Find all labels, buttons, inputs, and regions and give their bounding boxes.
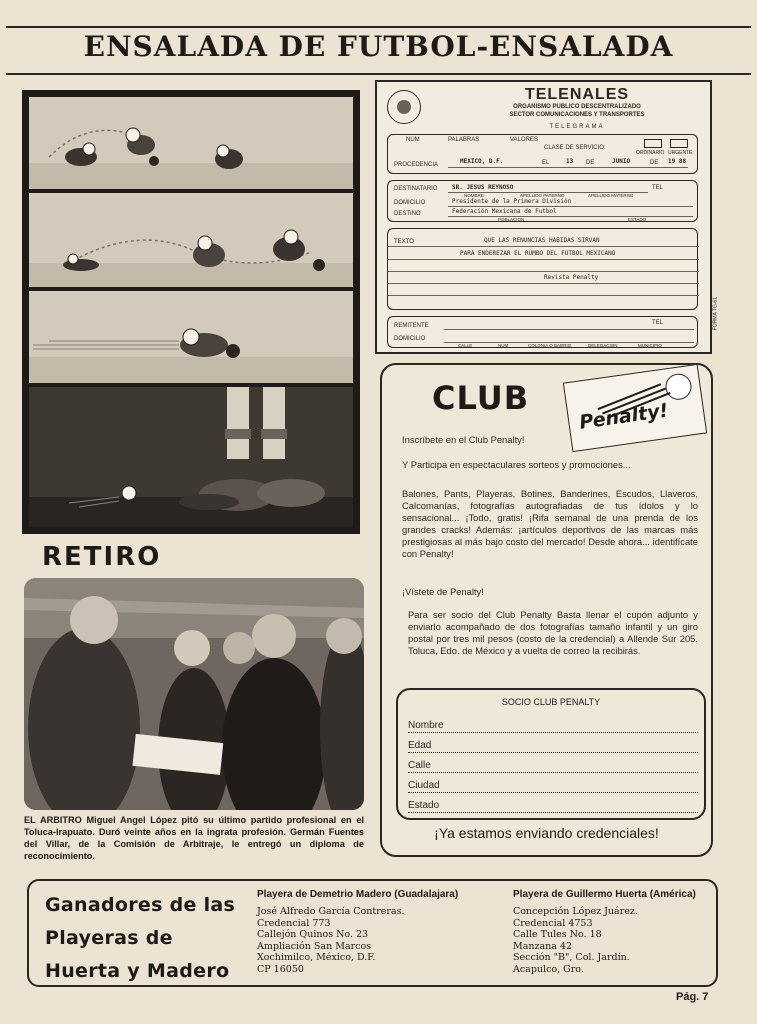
coupon-label-nombre: Nombre xyxy=(408,720,444,731)
text-line-3 xyxy=(388,271,699,272)
club-footer: ¡Ya estamos enviando credenciales! xyxy=(434,825,659,841)
coupon-label-estado: Estado xyxy=(408,800,440,811)
label-domicilio-2: DOMICILIO xyxy=(394,336,426,342)
label-ordinario: ORDINARIO xyxy=(636,150,665,156)
label-domicilio: DOMICILIO xyxy=(394,200,426,206)
label-de1: DE xyxy=(586,160,595,166)
comic-panel-4-art xyxy=(29,387,353,527)
winner-madero-line: Xochimilco, México, D.F. xyxy=(257,952,376,964)
telegram-header-box xyxy=(387,134,698,174)
text-line-5 xyxy=(388,295,699,296)
winner-huerta-line: Manzana 42 xyxy=(513,940,573,952)
label-colonia: COLONIA O BARRIO xyxy=(528,343,572,348)
value-destinatario: SR. JESUS REYNOSO xyxy=(452,184,514,191)
text-line-4 xyxy=(388,283,699,284)
winner-huerta-line: Credencial 4753 xyxy=(513,917,593,929)
label-palabras: PALABRAS xyxy=(448,137,480,143)
winner-huerta-line: Sección "B", Col. Jardín. xyxy=(513,952,630,964)
label-municipio: MUNICIPIO xyxy=(638,343,662,348)
club-vistete: ¡Vístete de Penalty! xyxy=(402,586,484,597)
winners-box xyxy=(27,879,718,987)
value-destino: Federación Mexicana de Futbol xyxy=(452,208,557,215)
header-rule-bottom xyxy=(6,73,751,75)
telegram-brand: TELENALES xyxy=(524,86,630,103)
label-procedencia: PROCEDENCIA xyxy=(394,162,439,168)
coupon-label-ciudad: Ciudad xyxy=(408,780,440,791)
coupon-title: SOCIO CLUB PENALTY xyxy=(501,697,601,707)
club-items: Balones, Pants, Playeras, Botines, Banderines, Escudos, Llaveros, Calcomanías, fotografías autografiadas de tus ídolos y lo sensacional... ¡Todo, gratis! ¡Rifa semanal de una prenda de los grandes cracks! Además: ¡artículos deportivos de las marcas más prestigiosas al más bajo costo del mercado! Desde ahora... identifícate con Penalty! xyxy=(402,488,698,559)
club-title: CLUB xyxy=(432,379,530,417)
club-instructions: Para ser socio del Club Penalty Basta llenar el cupón adjunto y enviarlo acompañado de dos fotografías tamaño infantil y un giro postal por tres mil pesos (costo de la credencial) a Allende Sur 205. Toluca, Edo. de México y a vuelta de correo la recibirás. xyxy=(408,609,698,656)
winner-huerta-line: Concepción López Juárez. xyxy=(513,906,638,917)
retiro-caption: EL ARBITRO Miguel Angel López pitó su último partido profesional en el Toluca-Irapuato. Duró veinte años en la ingrata profesión. Germán Fuentes del Villar, de la Comisión de Arbitraje, le entregó un diploma de reconocimiento. xyxy=(24,815,364,861)
label-urgente: URGENTE xyxy=(668,150,693,156)
club-participa: Y Participa en espectaculares sorteos y promociones... xyxy=(402,459,631,470)
comic-panel-3 xyxy=(29,291,353,383)
winner-madero-line: CP 16050 xyxy=(257,963,304,975)
domicilio-line xyxy=(448,206,693,207)
winner-madero-line: Credencial 773 xyxy=(257,917,331,929)
value-anio: 19 88 xyxy=(668,158,687,165)
destino-line xyxy=(448,216,693,217)
winner-huerta-address xyxy=(513,906,713,976)
retiro-photo-art xyxy=(24,578,364,810)
winner-huerta-heading: Playera de Guillermo Huerta (América) xyxy=(513,889,696,900)
label-el: EL xyxy=(542,160,550,166)
page-number: Pág. 7 xyxy=(676,991,709,1003)
winner-madero-line: José Alfredo García Contreras. xyxy=(257,906,405,917)
label-tel-2: TEL xyxy=(652,320,664,326)
comic-panel-2-art xyxy=(29,193,353,287)
label-tel: TEL xyxy=(652,185,664,191)
value-dia: 13 xyxy=(566,158,574,165)
header-rule-top xyxy=(6,26,751,28)
telegram-doc-type: TELEGRAMA xyxy=(549,124,605,130)
label-num-2: NUM xyxy=(498,343,509,348)
remitente-line xyxy=(444,329,694,330)
telegram-form xyxy=(375,80,718,354)
winner-column-madero xyxy=(257,889,497,976)
value-procedencia: MEXICO, D.F. xyxy=(460,158,504,165)
label-clase: CLASE DE SERVICIO: xyxy=(544,145,606,151)
retiro-photo xyxy=(24,578,364,810)
winners-title xyxy=(45,889,235,988)
value-mes: JUNIO xyxy=(612,158,631,165)
label-poblacion: POBLACION xyxy=(498,217,525,222)
label-num: NUM xyxy=(406,137,420,143)
telegram-org xyxy=(477,103,677,119)
coupon-field-calle[interactable] xyxy=(408,760,698,773)
telegram-org-line2: SECTOR COMUNICACIONES Y TRANSPORTES xyxy=(509,112,645,118)
club-penalty-ad xyxy=(380,363,713,857)
telegram-sender-box xyxy=(387,316,698,348)
label-nombre: NOMBRE xyxy=(464,193,484,198)
penalty-logo-text: Penalty! xyxy=(577,399,670,434)
checkbox-urgente xyxy=(670,139,688,148)
membership-coupon[interactable] xyxy=(396,688,706,820)
label-destino: DESTINO xyxy=(394,211,421,217)
text-line-1 xyxy=(388,246,699,247)
label-estado: ESTADO xyxy=(628,217,647,222)
value-texto-line2: PARA ENDEREZAR EL RUMBO DEL FUTBOL MEXICANO xyxy=(460,250,616,257)
coupon-label-calle: Calle xyxy=(408,760,431,771)
comic-panel-1 xyxy=(29,97,353,189)
winners-title-line3: Huerta y Madero xyxy=(45,960,230,982)
winner-madero-line: Callejón Quinos No. 23 xyxy=(257,929,369,941)
winner-huerta-line: Calle Tules No. 18 xyxy=(513,929,602,941)
label-de2: DE xyxy=(650,160,659,166)
comic-panel-4 xyxy=(29,387,353,527)
comic-strip xyxy=(22,90,360,534)
label-remitente: REMITENTE xyxy=(394,323,429,329)
value-domicilio: Presidente de la Primera División xyxy=(452,198,572,205)
label-texto: TEXTO xyxy=(394,239,414,245)
checkbox-ordinario xyxy=(644,139,662,148)
label-ap-paterno: APELLIDO PATERNO xyxy=(520,193,565,198)
coupon-field-ciudad[interactable] xyxy=(408,780,698,793)
telegram-text-box xyxy=(387,228,698,310)
label-calle: CALLE xyxy=(458,343,473,348)
winner-madero-address xyxy=(257,906,497,976)
retiro-title: RETIRO xyxy=(42,542,162,572)
telegram-org-line1: ORGANISMO PUBLICO DESCENTRALIZADO xyxy=(513,104,641,110)
coupon-field-nombre[interactable] xyxy=(408,720,698,733)
winner-huerta-line: Acapulco, Gro. xyxy=(513,963,584,975)
coupon-field-edad[interactable] xyxy=(408,740,698,753)
label-destinatario: DESTINATARIO xyxy=(394,186,438,192)
club-intro: Inscríbete en el Club Penalty! xyxy=(402,434,525,445)
comic-panel-1-art xyxy=(29,97,353,189)
telegram-form-code: FORMA TG-61 xyxy=(712,297,718,331)
text-line-2 xyxy=(388,259,699,260)
winners-title-line2: Playeras de xyxy=(45,927,173,949)
value-firma: Revista Penalty xyxy=(544,274,599,281)
label-delegacion: DELEGACION xyxy=(588,343,618,348)
telegram-recipient-box xyxy=(387,180,698,222)
procedencia-line xyxy=(448,167,688,168)
winner-column-huerta xyxy=(513,889,713,976)
telegram-seal-icon xyxy=(387,90,421,124)
comic-panel-3-art xyxy=(29,291,353,383)
coupon-field-estado[interactable] xyxy=(408,800,698,813)
winner-madero-line: Ampliación San Marcos xyxy=(257,940,372,952)
label-ap-materno: APELLIDO MATERNO xyxy=(588,193,634,198)
label-valores: VALORES xyxy=(510,137,538,143)
winner-madero-heading: Playera de Demetrio Madero (Guadalajara) xyxy=(257,889,459,900)
value-texto-line1: QUE LAS RENUNCIAS HABIDAS SIRVAN xyxy=(484,237,600,244)
comic-panel-2 xyxy=(29,193,353,287)
page-title: ENSALADA DE FUTBOL-ENSALADA xyxy=(83,30,674,63)
winners-title-line1: Ganadores de las xyxy=(45,894,236,916)
coupon-label-edad: Edad xyxy=(408,740,432,751)
